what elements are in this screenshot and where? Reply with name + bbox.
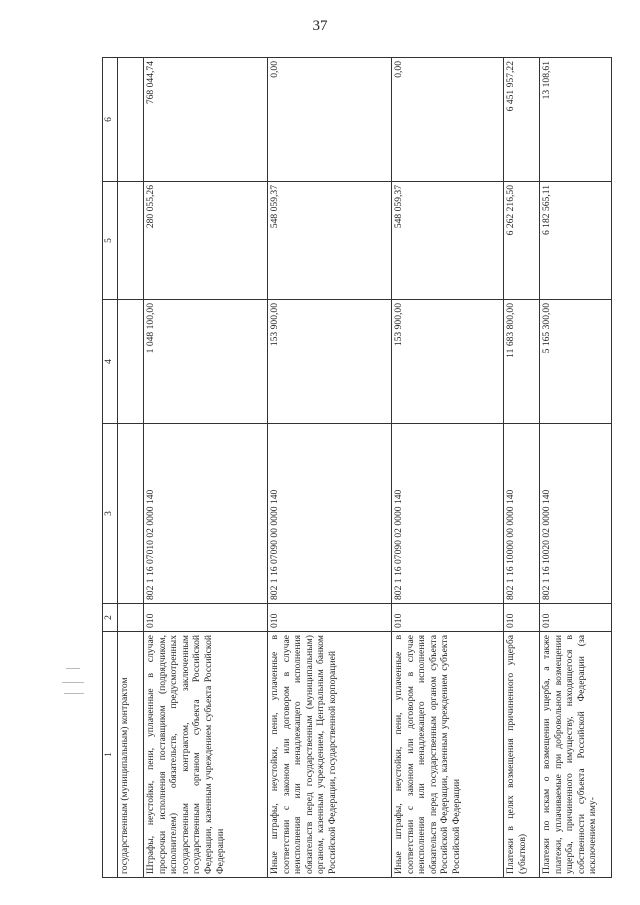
- row-description: Иные штрафы, неустойки, пени, уплаченные в соответствии с законом или договором в случае неисполнения или ненадлежащего исполнения обязательств перед государственным (муниципальным) органом, казенным учреждением, Центральным банком Российской Федерации, государственной корпорацией: [268, 632, 392, 878]
- row-value-col5: [118, 182, 144, 300]
- column-header-1: 1: [103, 632, 118, 878]
- row-kbk: 802 1 16 07090 02 0000 140: [392, 424, 504, 604]
- row-code: 010: [540, 604, 612, 632]
- row-value-col4: [118, 300, 144, 424]
- row-value-col5: 6 262 216,50: [504, 182, 540, 300]
- row-code: 010: [392, 604, 504, 632]
- column-header-6: 6: [103, 58, 118, 182]
- landscape-table-frame: [102, 58, 608, 878]
- row-kbk: [118, 424, 144, 604]
- row-value-col5: 280 055,26: [144, 182, 268, 300]
- table-row: [268, 58, 392, 878]
- row-kbk: 802 1 16 07010 02 0000 140: [144, 424, 268, 604]
- row-description: государственным (муниципальным) контрактом: [118, 632, 144, 878]
- row-code: 010: [144, 604, 268, 632]
- table-row: [118, 58, 144, 878]
- row-description: Платежи в целях возмещения причиненного ущерба (убытков): [504, 632, 540, 878]
- scan-artifact-marks: [62, 662, 92, 702]
- rotated-table-wrapper: [102, 58, 608, 878]
- row-value-col4: 1 048 100,00: [144, 300, 268, 424]
- revenue-table: [102, 57, 612, 878]
- row-value-col6: [118, 58, 144, 182]
- header-row: [103, 58, 118, 878]
- table-row: [144, 58, 268, 878]
- row-description: Иные штрафы, неустойки, пени, уплаченные в соответствии с законом или договором в случае неисполнения или ненадлежащего исполнения обязательств перед государственным органом субъекта Российской Федерации, казенным учреждением субъекта Российской Федерации: [392, 632, 504, 878]
- row-code: 010: [268, 604, 392, 632]
- row-value-col6: 768 044,74: [144, 58, 268, 182]
- row-value-col6: 13 108,61: [540, 58, 612, 182]
- row-value-col4: 153 900,00: [268, 300, 392, 424]
- row-kbk: 802 1 16 07090 00 0000 140: [268, 424, 392, 604]
- column-header-4: 4: [103, 300, 118, 424]
- row-value-col6: 0,00: [392, 58, 504, 182]
- table-row: [504, 58, 540, 878]
- column-header-5: 5: [103, 182, 118, 300]
- row-description: Штрафы, неустойки, пени, уплаченные в случае просрочки исполнения поставщиком (подрядчиком, исполнителем) обязательств, предусмотренных государственным контрактом, заключенным государственным органом субъекта Российской Федерации, казенным учреждением субъекта Российской Федерации: [144, 632, 268, 878]
- row-code: 010: [504, 604, 540, 632]
- row-description: Платежи по искам о возмещении ущерба, а также платежи, уплачиваемые при добровольном возмещении ущерба, причиненного имуществу, находящегося в собственности субъекта Российской Федерации (за исключением иму-: [540, 632, 612, 878]
- table-row: [392, 58, 504, 878]
- table-row: [540, 58, 612, 878]
- row-value-col4: 11 683 800,00: [504, 300, 540, 424]
- row-value-col4: 153 900,00: [392, 300, 504, 424]
- row-value-col5: 6 182 565,11: [540, 182, 612, 300]
- row-value-col6: 6 451 957,22: [504, 58, 540, 182]
- row-code: [118, 604, 144, 632]
- page-number: 37: [312, 18, 328, 34]
- column-header-3: 3: [103, 424, 118, 604]
- row-value-col5: 548 059,37: [392, 182, 504, 300]
- row-kbk: 802 1 16 10000 00 0000 140: [504, 424, 540, 604]
- row-value-col5: 548 059,37: [268, 182, 392, 300]
- column-header-2: 2: [103, 604, 118, 632]
- row-kbk: 802 1 16 10020 02 0000 140: [540, 424, 612, 604]
- row-value-col4: 5 165 300,00: [540, 300, 612, 424]
- row-value-col6: 0,00: [268, 58, 392, 182]
